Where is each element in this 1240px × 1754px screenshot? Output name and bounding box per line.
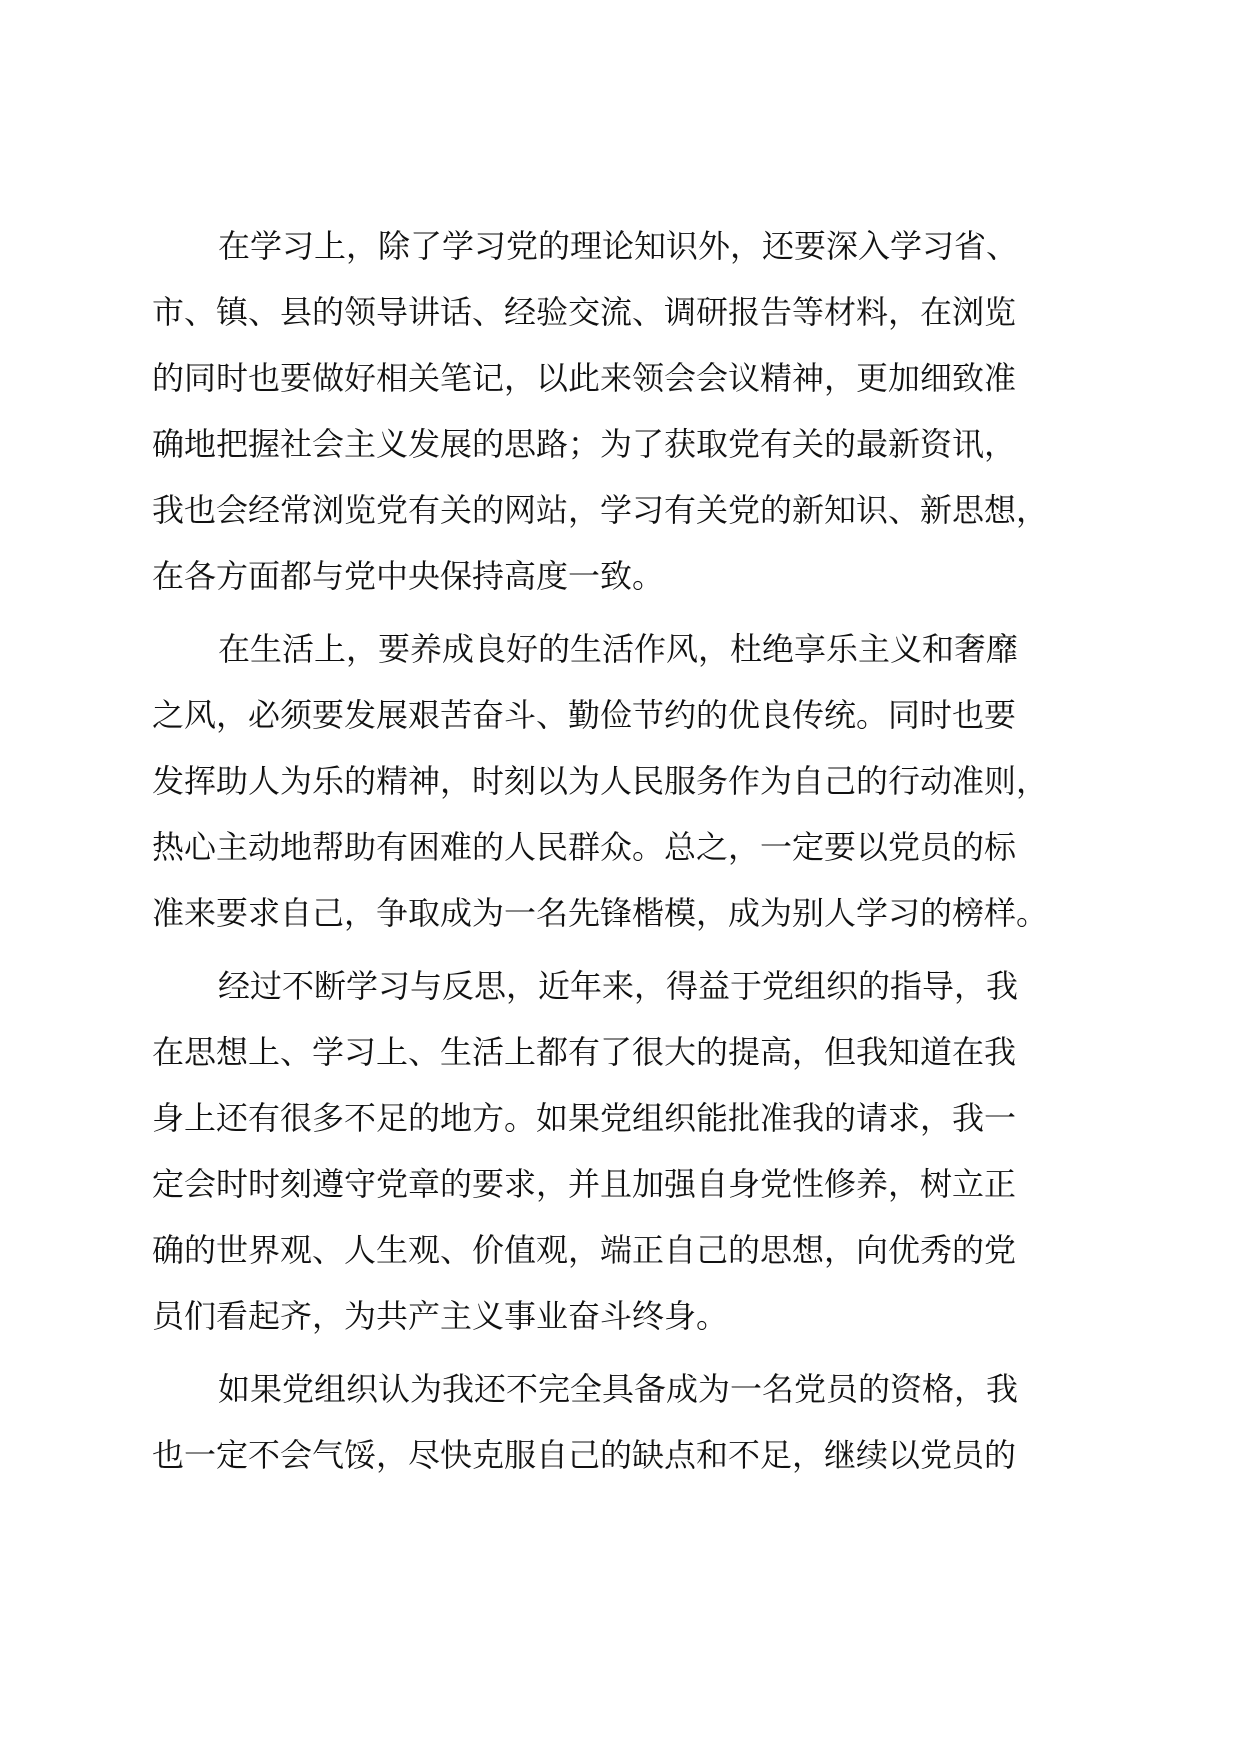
paragraph-life — [152, 616, 1112, 946]
paragraph-line: 市、镇、县的领导讲话、经验交流、调研报告等材料，在浏览 — [152, 293, 1017, 331]
paragraph-line: 确的世界观、人生观、价值观，端正自己的思想，向优秀的党 — [152, 1231, 1017, 1269]
paragraph-commitment — [152, 1356, 1112, 1488]
paragraph-line: 在思想上、学习上、生活上都有了很大的提高，但我知道在我 — [152, 1033, 1017, 1071]
paragraph-study — [152, 213, 1112, 609]
paragraph-line: 发挥助人为乐的精神，时刻以为人民服务作为自己的行动准则， — [152, 762, 1049, 800]
paragraph-line: 准来要求自己，争取成为一名先锋楷模，成为别人学习的榜样。 — [152, 894, 1049, 932]
paragraph-line: 在生活上，要养成良好的生活作风，杜绝享乐主义和奢靡 — [218, 630, 1019, 668]
paragraph-reflection — [152, 953, 1112, 1349]
paragraph-line: 也一定不会气馁，尽快克服自己的缺点和不足，继续以党员的 — [152, 1436, 1017, 1474]
paragraph-line: 身上还有很多不足的地方。如果党组织能批准我的请求，我一 — [152, 1099, 1017, 1137]
paragraph-line: 热心主动地帮助有困难的人民群众。总之，一定要以党员的标 — [152, 828, 1017, 866]
paragraph-line: 在学习上，除了学习党的理论知识外，还要深入学习省、 — [218, 227, 1019, 265]
paragraph-line: 经过不断学习与反思，近年来，得益于党组织的指导，我 — [218, 967, 1019, 1005]
paragraph-line: 之风，必须要发展艰苦奋斗、勤俭节约的优良传统。同时也要 — [152, 696, 1017, 734]
paragraph-line: 的同时也要做好相关笔记，以此来领会会议精神，更加细致准 — [152, 359, 1017, 397]
paragraph-line: 在各方面都与党中央保持高度一致。 — [152, 557, 665, 595]
paragraph-line: 确地把握社会主义发展的思路；为了获取党有关的最新资讯， — [152, 425, 1017, 463]
document-body — [152, 213, 1112, 1488]
paragraph-line: 定会时时刻遵守党章的要求，并且加强自身党性修养，树立正 — [152, 1165, 1017, 1203]
paragraph-line: 如果党组织认为我还不完全具备成为一名党员的资格，我 — [218, 1370, 1019, 1408]
paragraph-line: 员们看起齐，为共产主义事业奋斗终身。 — [152, 1297, 729, 1335]
paragraph-line: 我也会经常浏览党有关的网站，学习有关党的新知识、新思想， — [152, 491, 1049, 529]
